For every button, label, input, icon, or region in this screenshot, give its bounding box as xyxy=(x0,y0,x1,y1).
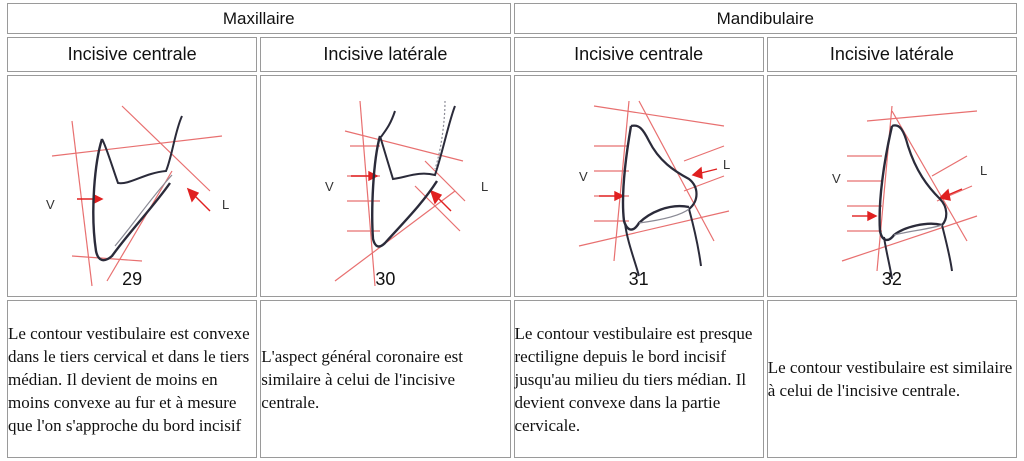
label-l-29: L xyxy=(222,197,230,213)
figure-number-32: 32 xyxy=(881,269,902,290)
tooth-profile-diagram-31 xyxy=(539,91,739,281)
description-row xyxy=(7,300,1017,458)
description-29 xyxy=(7,300,257,458)
label-v-31: V xyxy=(578,169,588,185)
label-l-30: L xyxy=(481,179,489,195)
figure-number-31: 31 xyxy=(628,269,649,290)
description-text-30: L'aspect général coronaire est similaire à celui de l'incisive centrale. xyxy=(261,346,464,412)
tooth-name-1: Incisive centrale xyxy=(7,37,257,72)
figure-number-30: 30 xyxy=(375,269,396,290)
label-l-32: L xyxy=(979,163,988,179)
figure-cell-30 xyxy=(260,75,510,297)
tooth-profile-diagram-32 xyxy=(792,91,992,281)
description-text-31: Le contour vestibulaire est presque rectiligne depuis le bord incisif jusqu'au milieu du tiers médian. Il devient convexe dans la partie cervicale. xyxy=(514,323,753,435)
figure-number-29: 29 xyxy=(122,269,143,290)
tooth-profile-diagram-29 xyxy=(32,91,232,281)
tooth-name-3: Incisive centrale xyxy=(514,37,764,72)
description-text-32: Le contour vestibulaire est similaire à celui de l'incisive centrale. xyxy=(767,358,1013,401)
comparison-table xyxy=(4,0,1020,461)
tooth-name-4: Incisive latérale xyxy=(767,37,1017,72)
label-v-32: V xyxy=(831,171,841,187)
group-mandibulaire: Mandibulaire xyxy=(514,3,1018,34)
tooth-name-2: Incisive latérale xyxy=(260,37,510,72)
figure-cell-31 xyxy=(514,75,764,297)
description-text-29: Le contour vestibulaire est convexe dans le tiers cervical et dans le tiers médian. Il devient de moins en moins convexe au fur et à mesure que l'on s'approche du bord incisif xyxy=(8,323,250,435)
group-header-row xyxy=(7,3,1017,34)
label-v-29: V xyxy=(46,197,55,213)
label-v-30: V xyxy=(325,179,335,195)
figure-cell-29 xyxy=(7,75,257,297)
group-maxillaire: Maxillaire xyxy=(7,3,511,34)
tooth-header-row xyxy=(7,37,1017,72)
figure-row xyxy=(7,75,1017,297)
description-32 xyxy=(767,300,1017,458)
description-30 xyxy=(260,300,510,458)
figure-cell-32 xyxy=(767,75,1017,297)
description-31 xyxy=(514,300,764,458)
tooth-profile-diagram-30 xyxy=(285,91,489,281)
label-l-31: L xyxy=(722,157,730,173)
